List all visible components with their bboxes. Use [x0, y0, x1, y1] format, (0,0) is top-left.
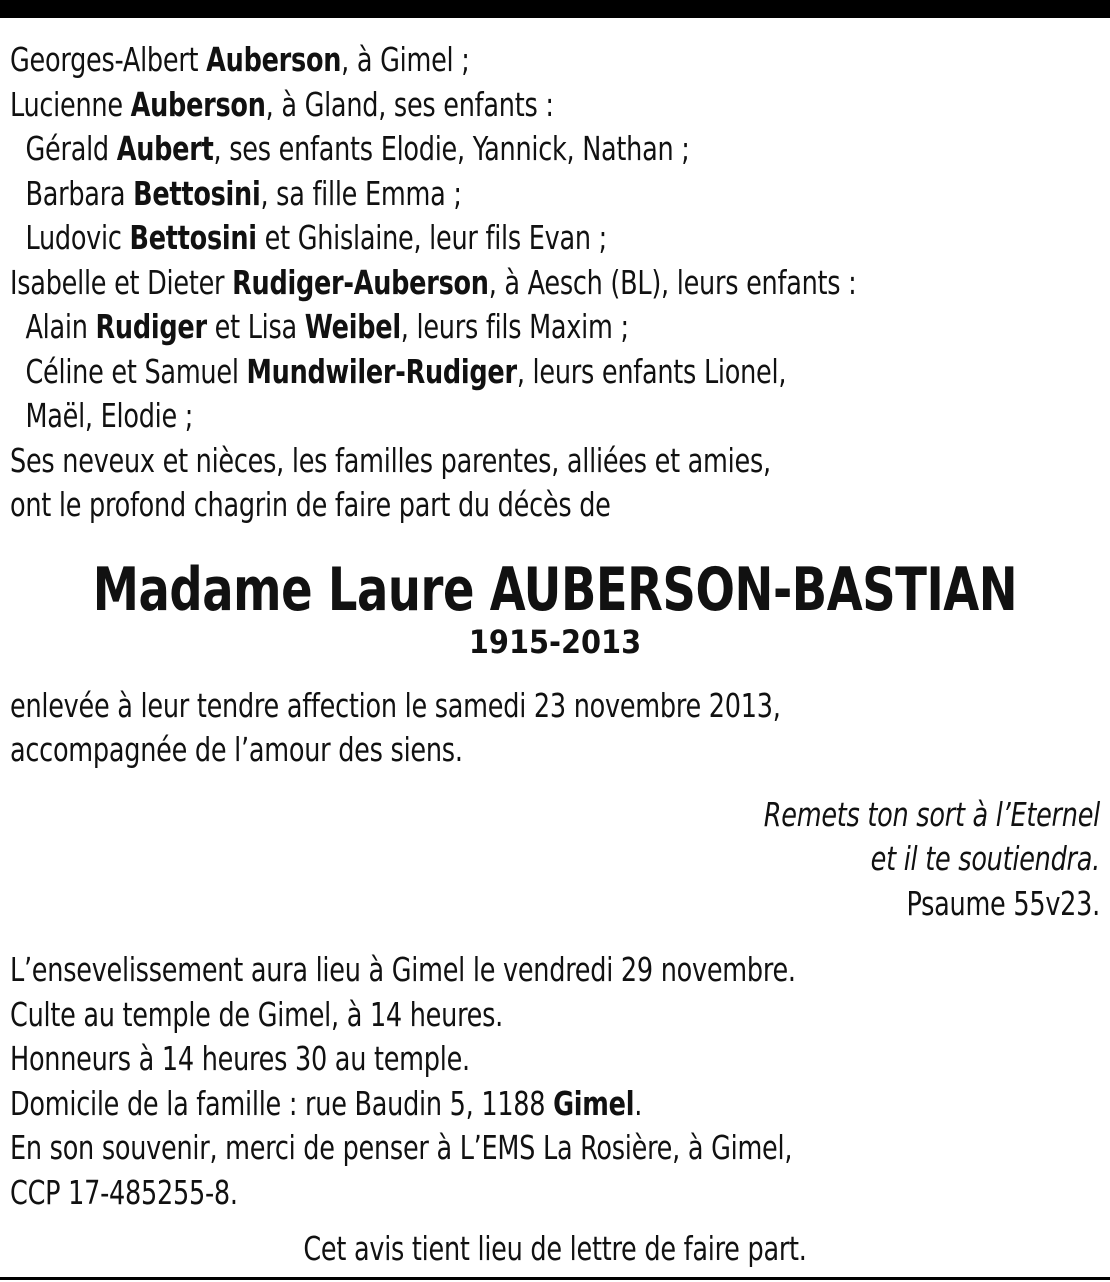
family-line: [10, 216, 947, 261]
text-segment: .: [634, 1083, 643, 1123]
text-segment: , à Aesch (BL), leurs enfants :: [488, 262, 857, 302]
family-line: [10, 394, 947, 439]
verse-quote: [10, 793, 1100, 927]
family-line: [10, 172, 947, 217]
text-segment: , ses enfants Elodie, Yannick, Nathan ;: [213, 129, 690, 168]
surname: Rudiger: [95, 307, 207, 346]
family-line: [10, 439, 947, 484]
arrangement-line: [10, 1037, 947, 1082]
family-line: [10, 261, 947, 306]
text-segment: En son souvenir, merci de penser à L’EMS La Rosière, à Gimel,: [10, 1128, 793, 1167]
funeral-arrangements: [10, 948, 1100, 1215]
verse-line-2: et il te soutiendra.: [870, 839, 1100, 878]
text-segment: , leurs fils Maxim ;: [400, 307, 629, 346]
text-segment: Domicile de la famille : rue Baudin 5, 1188: [10, 1083, 554, 1123]
arrangement-line: [10, 1126, 947, 1171]
surname: Auberson: [206, 40, 342, 79]
surname: Bettosini: [129, 218, 257, 257]
deceased-years: 1915-2013: [468, 622, 642, 661]
passing-line-2: accompagnée de l’amour des siens.: [10, 730, 463, 769]
surname: Aubert: [116, 129, 214, 168]
closing-note: [10, 1227, 1100, 1272]
text-segment: Georges-Albert: [10, 40, 207, 79]
closing-text: Cet avis tient lieu de lettre de faire part.: [303, 1229, 807, 1268]
family-list: [10, 38, 1100, 528]
text-segment: ont le profond chagrin de faire part du décès de: [10, 485, 611, 524]
obituary-notice: [10, 38, 1100, 1272]
text-segment: , à Gimel ;: [341, 40, 470, 79]
text-segment: Ses neveux et nièces, les familles parentes, alliées et amies,: [10, 440, 771, 480]
top-border-rule: [0, 0, 1110, 18]
arrangement-line: [10, 1082, 947, 1127]
text-segment: Culte au temple de Gimel, à 14 heures.: [10, 994, 504, 1034]
text-segment: Lucienne: [10, 84, 131, 124]
verse-line-1: Remets ton sort à l’Eternel: [763, 794, 1100, 834]
text-segment: , à Gland, ses enfants :: [265, 84, 554, 124]
family-line: [10, 483, 947, 528]
text-segment: Ludovic: [25, 218, 130, 257]
text-segment: Céline et Samuel: [25, 351, 247, 391]
family-line: [10, 38, 947, 83]
family-line: [10, 127, 947, 172]
text-segment: L’ensevelissement aura lieu à Gimel le vendredi 29 novembre.: [10, 950, 796, 989]
family-line: [10, 83, 947, 128]
text-segment: et Ghislaine, leur fils Evan ;: [256, 218, 608, 257]
arrangement-line: [10, 993, 947, 1038]
text-segment: , leurs enfants Lionel,: [516, 351, 787, 391]
text-segment: Gérald: [25, 129, 117, 168]
surname: Weibel: [304, 307, 401, 346]
deceased-name: Madame Laure AUBERSON-BASTIAN: [92, 554, 1018, 625]
passing-line-1: enlevée à leur tendre affection le samedi 23 novembre 2013,: [10, 685, 781, 725]
text-segment: et Lisa: [206, 307, 305, 346]
text-segment: CCP 17-485255-8.: [10, 1172, 238, 1212]
arrangement-line: [10, 1171, 947, 1216]
family-line: [10, 305, 947, 350]
verse-reference: Psaume 55v23.: [906, 883, 1100, 923]
text-segment: Barbara: [25, 173, 134, 213]
surname: Bettosini: [133, 173, 261, 213]
text-segment: Maël, Elodie ;: [25, 396, 194, 435]
text-segment: Alain: [25, 307, 96, 346]
surname: Mundwiler-Rudiger: [246, 351, 517, 391]
arrangement-line: [10, 948, 947, 993]
surname: Auberson: [130, 84, 266, 124]
text-segment: , sa fille Emma ;: [260, 173, 462, 213]
family-line: [10, 350, 947, 395]
passing-text: [10, 684, 1100, 773]
bottom-border-rule: [0, 1277, 1110, 1280]
surname: Rudiger-Auberson: [232, 262, 489, 302]
surname: Gimel: [553, 1083, 635, 1123]
text-segment: Isabelle et Dieter: [10, 262, 233, 302]
deceased-block: [10, 554, 1100, 662]
text-segment: Honneurs à 14 heures 30 au temple.: [10, 1039, 470, 1078]
